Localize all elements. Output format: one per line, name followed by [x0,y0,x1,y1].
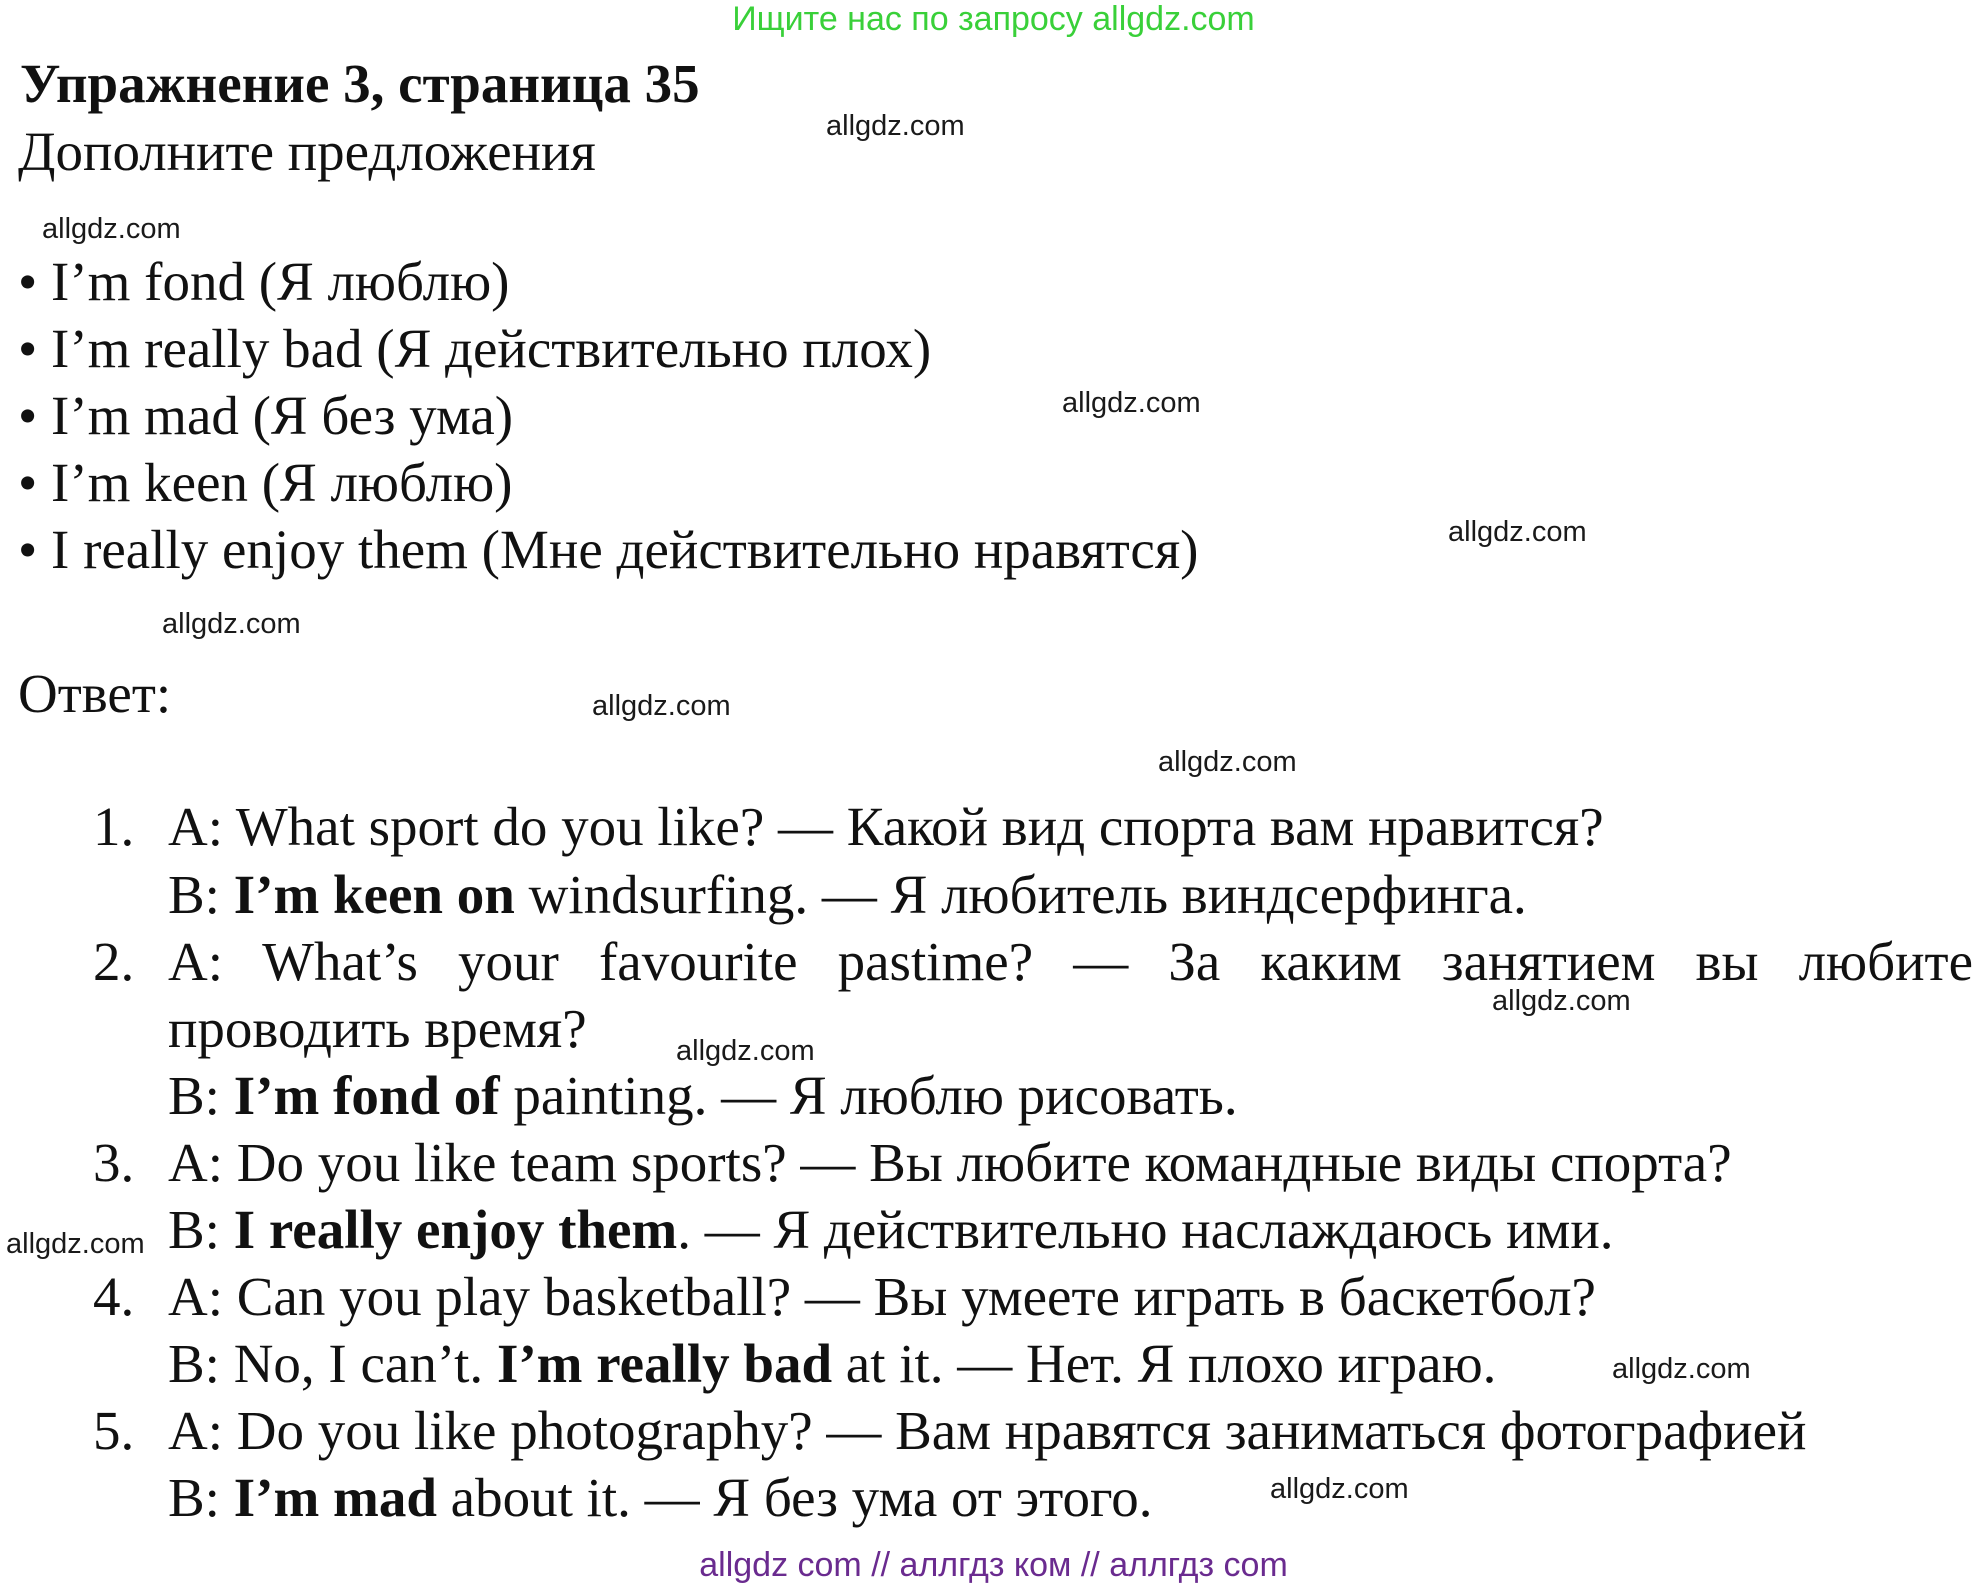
answer-b-prefix: B: [168,864,234,925]
answer-line-b [168,1198,1614,1261]
answer-b-rest: painting. — Я люблю рисовать. [499,1065,1238,1126]
watermark: allgdz.com [42,213,181,245]
answer-line-a: A: Do you like team sports? — Вы любите командные виды спорта? [168,1132,1732,1193]
watermark: allgdz.com [676,1035,815,1067]
bullet-item: • I’m really bad (Я действительно плох) [18,318,932,379]
footer-links: allgdz com // аллгдз ком // аллгдз com [699,1546,1288,1584]
answer-line-a: A: What’s your favourite pastime? — За каким занятием вы любите [168,931,1973,992]
answer-line-b [168,1332,1496,1395]
watermark: allgdz.com [162,608,301,640]
watermark: allgdz.com [1158,746,1297,778]
watermark: allgdz.com [1448,516,1587,548]
answer-line-a: A: What sport do you like? — Какой вид спорта вам нравится? [168,796,1604,857]
watermark: allgdz.com [1612,1353,1751,1385]
answer-number: 1. [93,796,135,857]
answer-b-bold: I’m fond of [233,1065,500,1126]
watermark: allgdz.com [6,1228,145,1260]
answer-b-prefix: B: No, I can’t. [168,1333,497,1394]
watermark: allgdz.com [826,110,965,142]
answer-line-a-cont: проводить время? [168,998,587,1059]
answer-b-bold: I really enjoy them [233,1199,678,1260]
answer-b-bold: I’m keen on [233,864,515,925]
bullet-item: • I really enjoy them (Мне действительно нравятся) [18,519,1199,580]
answer-number: 5. [93,1400,135,1461]
bullet-item: • I’m mad (Я без ума) [18,385,514,446]
watermark: allgdz.com [1492,985,1631,1017]
exercise-title: Упражнение 3, страница 35 [20,53,700,114]
answer-number: 3. [93,1132,135,1193]
answer-b-rest: about it. — Я без ума от этого. [436,1467,1153,1528]
bullet-item: • I’m keen (Я люблю) [18,452,513,513]
answer-line-b [168,863,1527,926]
answer-b-prefix: B: [168,1467,234,1528]
watermark: allgdz.com [1270,1473,1409,1505]
answer-number: 2. [93,931,135,992]
answer-b-rest: windsurfing. — Я любитель виндсерфинга. [514,864,1527,925]
answer-line-b [168,1064,1238,1127]
answer-b-bold: I’m really bad [496,1333,833,1394]
bullet-item: • I’m fond (Я люблю) [18,251,510,312]
answer-line-a: A: Do you like photography? — Вам нравятся заниматься фотографией [168,1400,1807,1461]
exercise-instruction: Дополните предложения [18,121,596,182]
top-banner: Ищите нас по запросу allgdz.com [732,0,1255,38]
answer-label: Ответ: [18,663,172,724]
answer-line-a: A: Can you play basketball? — Вы умеете играть в баскетбол? [168,1266,1596,1327]
answer-number: 4. [93,1266,135,1327]
answer-b-rest: at it. — Нет. Я плохо играю. [832,1333,1497,1394]
answer-b-bold: I’m mad [233,1467,437,1528]
answer-b-rest: . — Я действительно наслаждаюсь ими. [677,1199,1614,1260]
watermark: allgdz.com [592,690,731,722]
answer-b-prefix: B: [168,1199,234,1260]
answer-line-b [168,1466,1152,1529]
answer-b-prefix: B: [168,1065,234,1126]
watermark: allgdz.com [1062,387,1201,419]
